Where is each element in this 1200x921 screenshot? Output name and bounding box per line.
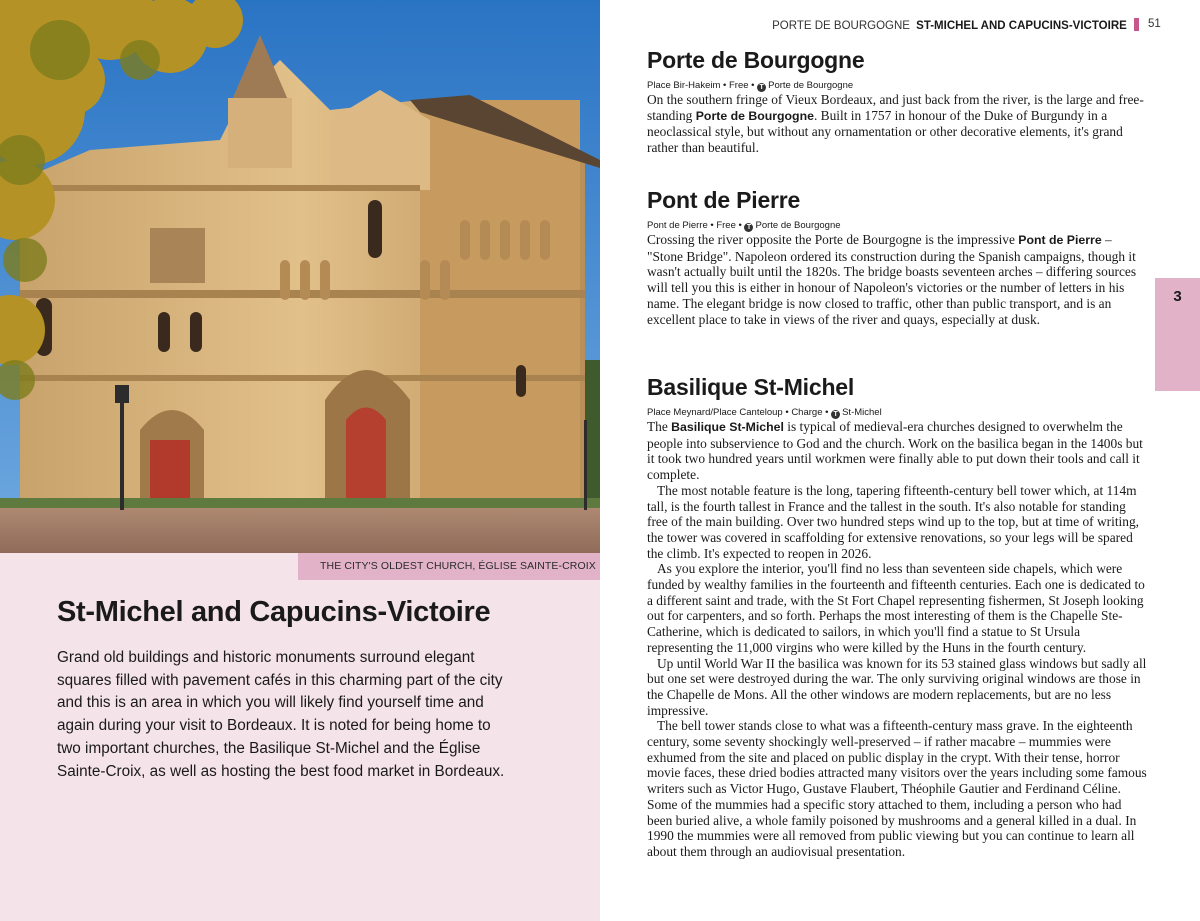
photo-caption: THE CITY'S OLDEST CHURCH, ÉGLISE SAINTE-CROIX <box>298 553 600 580</box>
entry-body <box>647 232 1147 327</box>
running-head <box>772 18 1146 32</box>
entry-meta <box>647 407 1147 419</box>
entry-paragraph: The Basilique St-Michel is typical of medieval-era churches designed to overwhelm the people into subservience to God and the church. Work on the basilica began in the 1400s but it took two hundred years until workmen were finally able to put down their tools and call it complete. <box>647 419 1143 483</box>
page-number: 51 <box>1148 18 1161 30</box>
entry-title: Pont de Pierre <box>647 187 801 213</box>
entry-meta <box>647 220 1147 232</box>
entry-paragraph: Crossing the river opposite the Porte de Bourgogne is the impressive Pont de Pierre – "Stone Bridge". Napoleon ordered its construction during the Spanish campaigns, though it wasn't actually built until the 1820s. The bridge boasts seventeen arches – differing sources will tell you this is either in honour of Napoleon's victories or the number of letters in his name. The elegant bridge is now closed to traffic, other than public transport, and is an excellent place to take in views of the river and quays, especially at dusk. <box>647 232 1137 327</box>
entry-meta-stop: Porte de Bourgogne <box>768 80 854 91</box>
running-head-divider <box>1134 18 1139 31</box>
entry-meta <box>647 80 1147 92</box>
entry-meta-stop: Porte de Bourgogne <box>755 220 841 231</box>
chapter-intro: Grand old buildings and historic monuments surround elegant squares filled with pavement cafés in this charming part of the city and this is an area in which you will likely find yourself time and again during your visit to Bordeaux. It is noted for being home to two important churches, the Basilique St-Michel and the Église Sainte-Croix, as well as hosting the best food market in Bordeaux. <box>57 649 505 780</box>
entry-paragraph: On the southern fringe of Vieux Bordeaux, and just back from the river, is the large and free-standing Porte de Bourgogne. Built in 1757 in honour of the Duke of Burgundy in a neoclassical style, but without any ornamentation or other decorative elements, it's grand rather than beautiful. <box>647 92 1144 156</box>
entry-meta-text: Place Bir-Hakeim • Free • <box>647 80 758 91</box>
entry-body <box>647 92 1147 156</box>
entry-paragraph: The bell tower stands close to what was a fifteenth-century mass grave. In the eighteenth century, some seventy shockingly well-preserved – if rather macabre – mummies were exhumed from the site and placed on public display in the crypt. With their tense, horror movie faces, these dried bodies attracted many visitors over the years including some famous writers such as Victor Hugo, Gustave Flaubert, Théophile Gautier and Ferdinand Céline. Some of the mummies had a specific story attached to them, including a person who had been buried alive, a whole family poisoned by mushrooms and a general killed in a dual. In 1990 the mummies were all removed from public viewing but you can continue to learn all about them through an audiovisual presentation. <box>647 718 1147 859</box>
entry-title: Porte de Bourgogne <box>647 47 865 73</box>
running-head-subsection: PORTE DE BOURGOGNE <box>772 20 910 32</box>
entry-meta-text: Pont de Pierre • Free • <box>647 220 745 231</box>
running-head-section: ST-MICHEL AND CAPUCINS-VICTOIRE <box>916 20 1127 32</box>
entry-paragraph: The most notable feature is the long, tapering fifteenth-century bell tower which, at 114m tall, is the fourth tallest in France and the tallest in the south. It's also notable for standing free of the main building. Over two hundred steps wind up to the top, but at time of writing, the tower was covered in scaffolding for extensive renovations, so your legs will be spared the climb. It's expected to reopen in 2026. <box>647 482 1140 561</box>
entry-meta-text: Place Meynard/Place Canteloup • Charge • <box>647 407 832 418</box>
entry-paragraph: Up until World War II the basilica was known for its 53 stained glass windows but sadly all but one set were destroyed during the war. The only surviving original windows are those in the Chapelle de Mons. All the other windows are modern replacements, but are no less impressive. <box>647 655 1147 718</box>
entry-meta-stop: St-Michel <box>842 407 882 418</box>
entry-title: Basilique St-Michel <box>647 374 855 400</box>
chapter-tab <box>1155 278 1200 391</box>
entry-pont-de-pierre <box>647 187 1147 327</box>
entry-paragraph: As you explore the interior, you'll find no less than seventeen side chapels, which were funded by wealthy families in the fourteenth and fifteenth centuries. Each one is dedicated to a different saint and trade, with the St Fort Chapel representing fishermen, St Joseph looking out for carpenters, and so forth. Perhaps the most interesting of them is the Chapelle Ste-Catherine, which is dedicated to sailors, in which you'll find a statue to St Ursula representing the 11,000 virgins who were killed by the Huns in the fourth century. <box>647 561 1145 655</box>
church-photo <box>0 0 600 553</box>
chapter-title: St-Michel and Capucins-Victoire <box>57 596 491 628</box>
chapter-number: 3 <box>1173 288 1182 305</box>
tram-icon: T <box>757 83 766 92</box>
entry-basilique-st-michel <box>647 374 1147 860</box>
entry-porte-de-bourgogne <box>647 47 1147 156</box>
tram-icon: T <box>831 410 840 419</box>
entry-body <box>647 419 1147 860</box>
tram-icon: T <box>744 223 753 232</box>
